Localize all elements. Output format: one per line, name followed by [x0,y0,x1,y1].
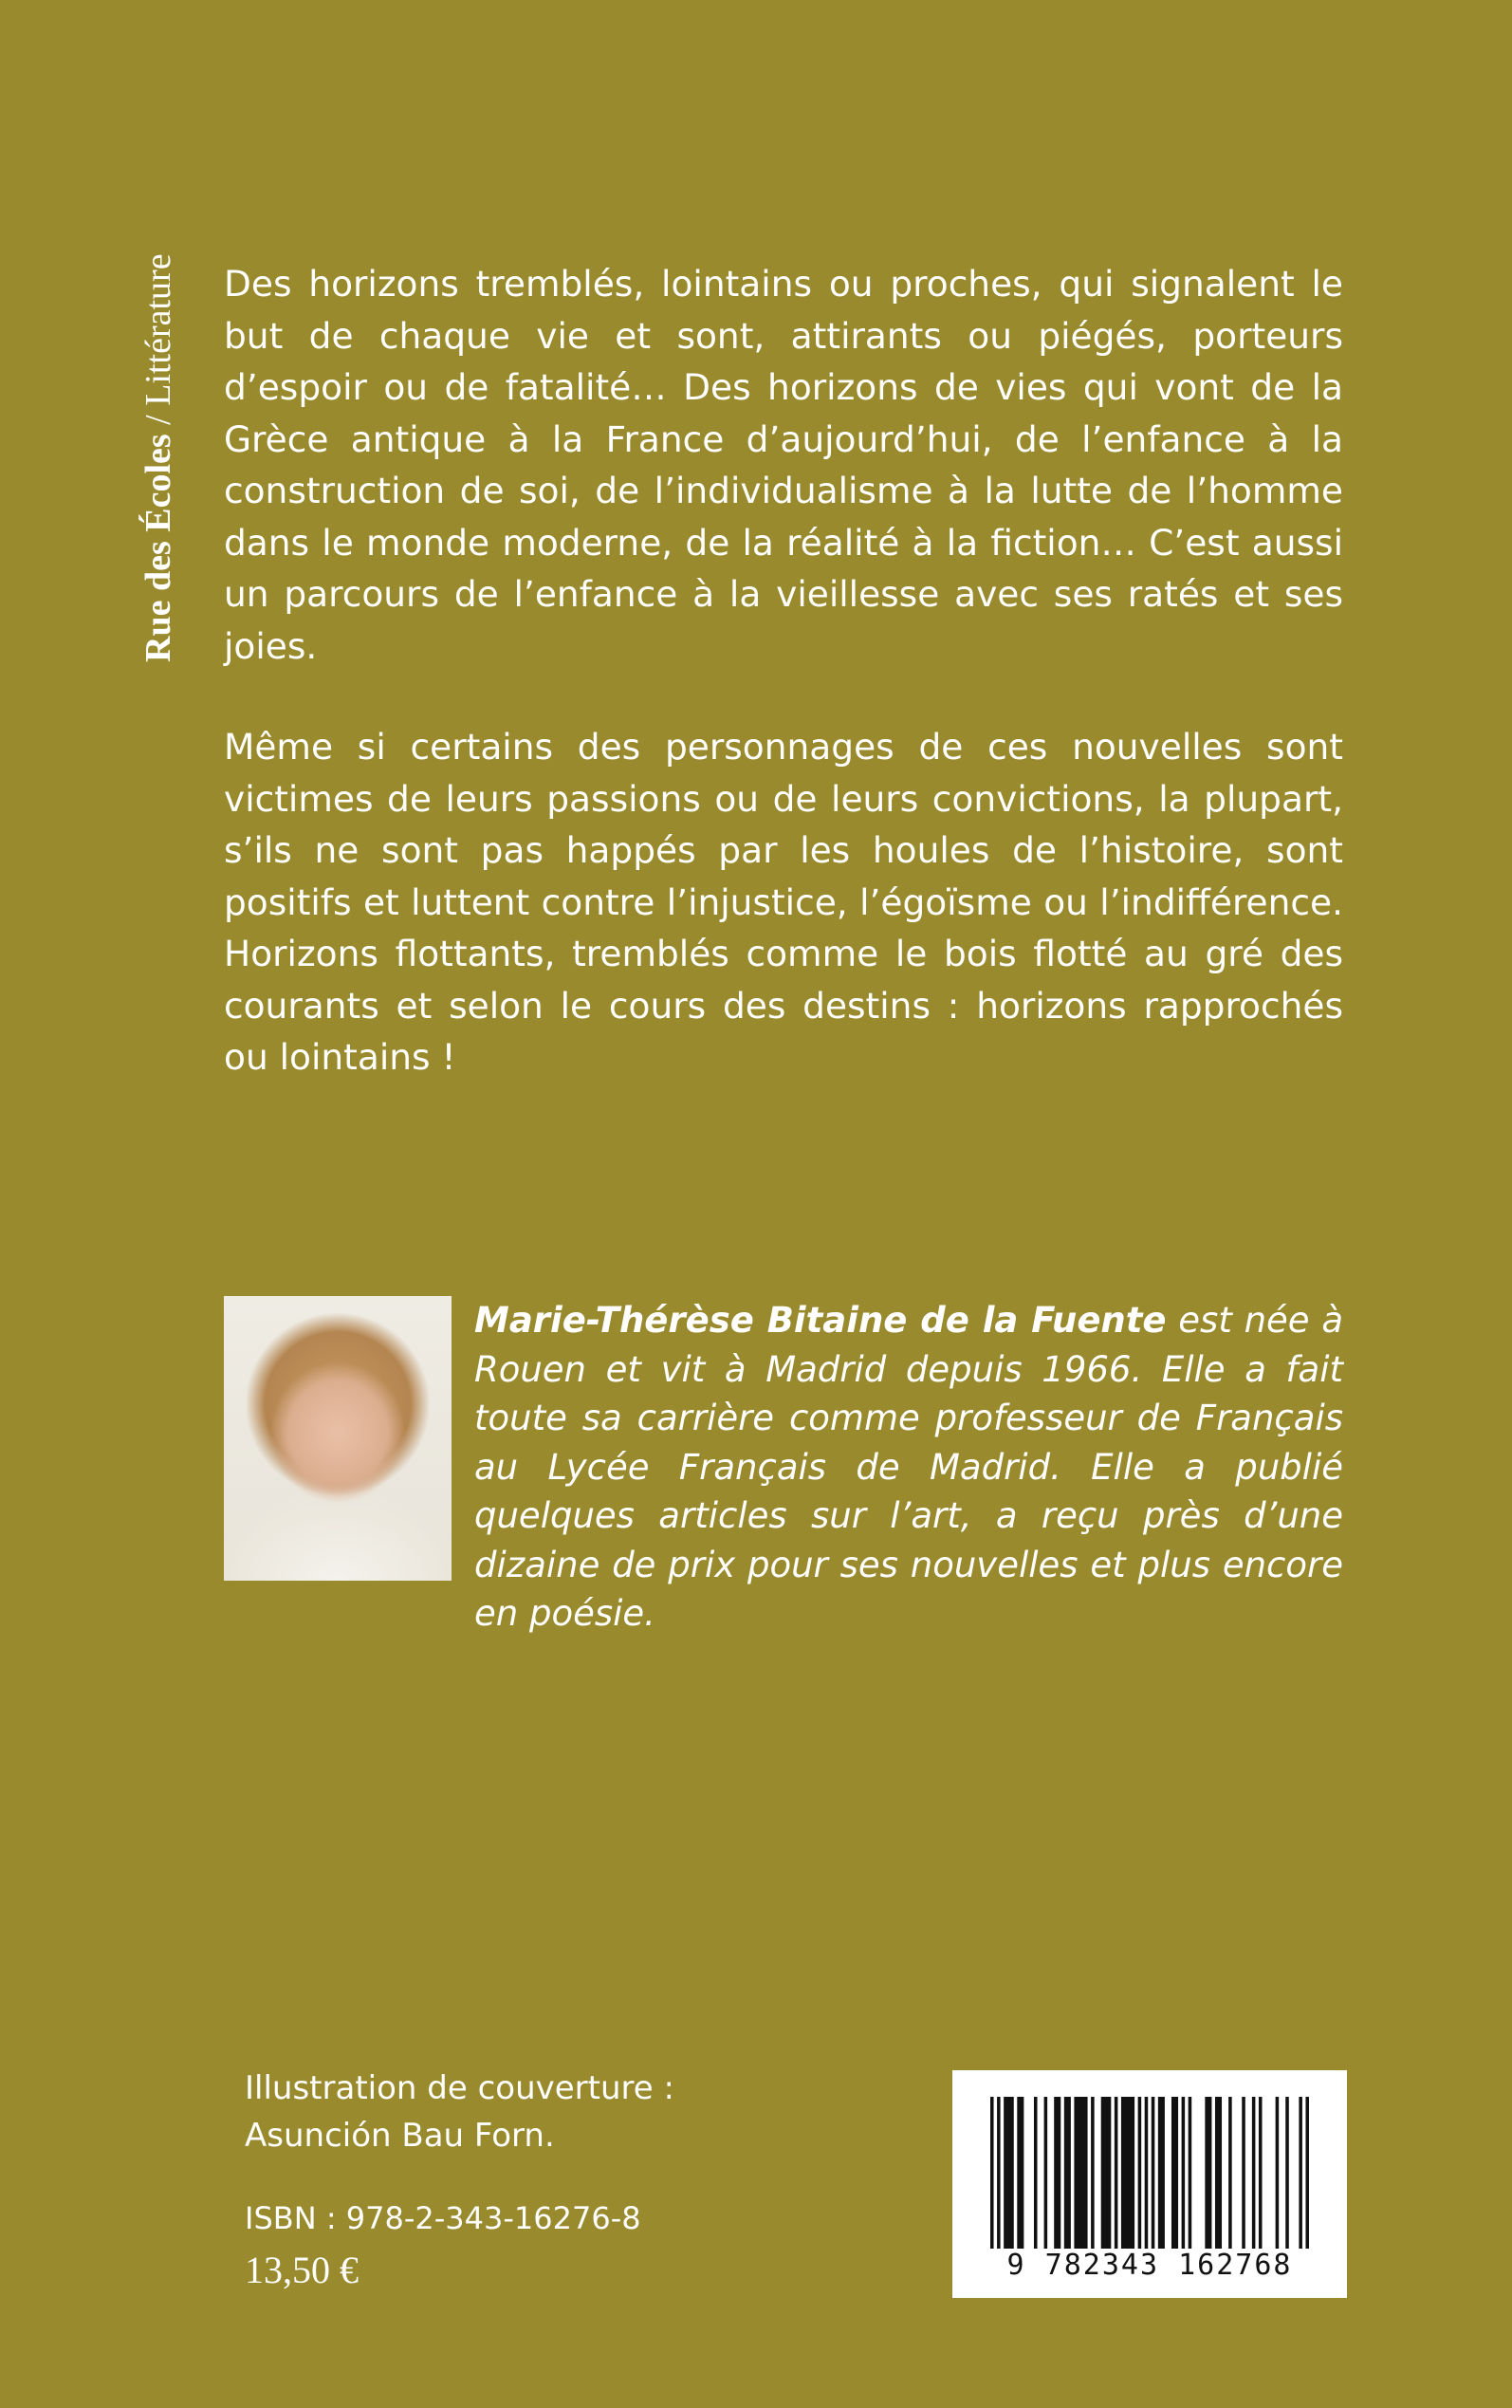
cover-credits [245,2065,674,2159]
barcode-bar [1121,2097,1134,2249]
barcode-bar [1138,2097,1142,2249]
barcode-bar [1171,2097,1178,2249]
barcode-bar [1145,2097,1149,2249]
author-name: Marie-Thérèse Bitaine de la Fuente [474,1300,1167,1341]
author-photo [224,1296,452,1581]
barcode-bar [1034,2097,1038,2249]
barcode-number: 9 782343 162768 [1006,2249,1293,2282]
barcode-bar [1299,2097,1302,2249]
barcode-bar [1305,2097,1309,2249]
barcode-bar [1276,2097,1280,2249]
barcode-bar [1259,2097,1263,2249]
author-bio-text: est née à Rouen et vit à Madrid depuis 1966. Elle a fait toute sa carrière comme professeur de Français au Lycée Français de Madrid. Elle a publié quelques articles sur l’art, a reçu près d’une dizaine de prix pour ses nouvelles et plus encore en poésie. [474,1300,1343,1634]
barcode-bar [1228,2097,1232,2249]
back-cover-blurb [224,258,1343,1084]
barcode-bar [1252,2097,1256,2249]
barcode-bar [1158,2097,1165,2249]
barcode-bar [1044,2097,1048,2249]
barcode-bar [1054,2097,1060,2249]
spine-title [93,112,178,662]
barcode [952,2070,1347,2298]
barcode-bars [990,2097,1309,2249]
barcode-bar [1285,2097,1289,2249]
barcode-bar [1152,2097,1155,2249]
illustrator-name: Asunción Bau Forn. [245,2117,555,2155]
barcode-bar [1101,2097,1112,2249]
barcode-bar [990,2097,994,2249]
barcode-bar [1182,2097,1186,2249]
barcode-bar [1242,2097,1245,2249]
barcode-bar [1074,2097,1087,2249]
price-text: 13,50 € [245,2249,359,2291]
author-bio [474,1296,1343,1639]
barcode-bar [1004,2097,1014,2249]
blurb-paragraph-2: Même si certains des personnages de ces nouvelles sont victimes de leurs passions ou de leurs convictions, la plupart, s’ils ne sont pas happés par les houles de l’histoire, sont positifs et luttent contre l’injustice, l’égoïsme ou l’indifférence. Horizons flottants, tremblés comme le bois flotté au gré des courants et selon le cours des destins : horizons rapprochés ou lointains ! [224,726,1343,1078]
illustration-label: Illustration de couverture : [245,2069,674,2107]
series-separator: / [138,405,178,435]
barcode-bar [1215,2097,1222,2249]
series-name: Rue des Écoles [138,434,178,662]
collection-name: Littérature [138,253,178,406]
barcode-bar [1017,2097,1023,2249]
barcode-bar [1064,2097,1071,2249]
barcode-bar [997,2097,1001,2249]
barcode-bar [1189,2097,1192,2249]
barcode-bar [1115,2097,1118,2249]
isbn-text: ISBN : 978-2-343-16276-8 [245,2200,641,2236]
barcode-bar [1205,2097,1211,2249]
blurb-paragraph-1: Des horizons tremblés, lointains ou proches, qui signalent le but de chaque vie et sont, attirants ou piégés, porteurs d’espoir ou de fatalité… Des horizons de vies qui vont de la Grèce antique à la France d’aujourd’hui, de l’enfance à la construction de soi, de l’individualisme à la lutte de l’homme dans le monde moderne, de la réalité à la fiction… C’est aussi un parcours de l’enfance à la vieillesse avec ses ratés et ses joies. [224,263,1343,667]
barcode-bar [1091,2097,1095,2249]
